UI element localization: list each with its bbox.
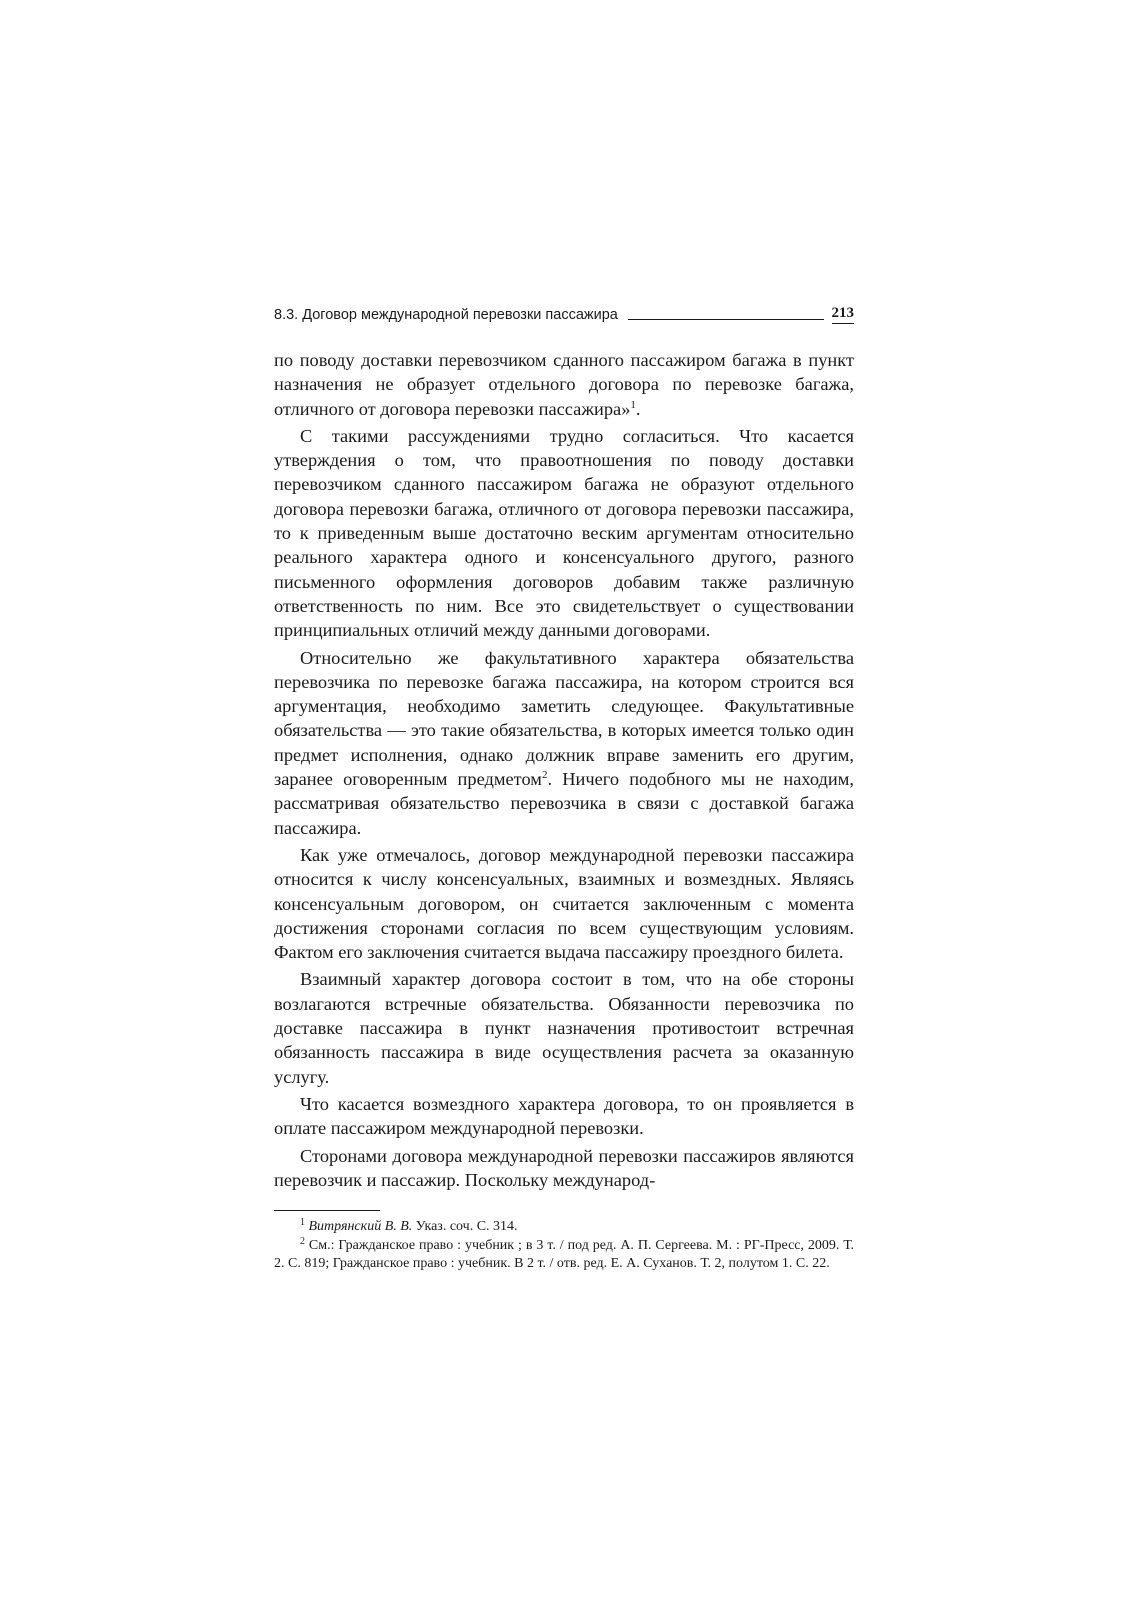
body-text (274, 348, 854, 1192)
paragraph (274, 646, 854, 840)
footnotes (274, 1218, 854, 1274)
footnote-mark: 2 (300, 1235, 305, 1247)
paragraph-text: Относительно же факультативного характера обязательства перевозчика по перевозке багажа пассажира, на котором строится вся аргументация, необходимо заметить следующее. Факультативные обязательства — это такие обязательства, в которых имеется только один предмет исполнения, однако должник вправе заменить его другим, заранее оговоренным предметом (274, 647, 854, 790)
footnote-text: См.: Гражданское право : учебник ; в 3 т. / под ред. А. П. Сергеева. М. : РГ-Пресс, 2009. Т. 2. С. 819; Гражданское право : учебник. В 2 т. / отв. ред. Е. А. Суханов. Т. 2, полутом 1. С. 22. (274, 1237, 854, 1272)
paragraph-text: по поводу доставки перевозчиком сданного пассажиром багажа в пункт назначения не образует отдельного договора по перевозке багажа, отличного от договора перевозки пассажира» (274, 350, 854, 419)
paragraph: Сторонами договора международной перевозки пассажиров являются перевозчик и пассажир. Поскольку международ- (274, 1145, 854, 1190)
footnote-ref: 2 (541, 769, 548, 782)
footnote-ref: 1 (630, 398, 636, 411)
footnote-text: Указ. соч. С. 314. (412, 1219, 518, 1235)
paragraph-end: . (547, 769, 553, 790)
footnote-author: Витрянский В. В. (308, 1219, 413, 1235)
footnote (274, 1218, 854, 1237)
book-page (274, 300, 854, 1274)
header-rule (628, 319, 824, 320)
section-title: 8.3. Договор международной перевозки пассажира (274, 307, 618, 323)
paragraph: Взаимный характер договора состоит в том, что на обе стороны возлагаются встречные обязательства. Обязанности перевозчика по доставке пассажира в пункт назначения противостоит встречная обязанность пассажира в виде осуществления расчета за оказанную услугу. (274, 969, 854, 1087)
footnote (274, 1237, 854, 1274)
paragraph-text: Ничего подобного мы не находим, рассматривая обязательство перевозчика в связи с доставкой багажа пассажира. (274, 769, 854, 838)
paragraph: С такими рассуждениями трудно согласиться. Что касается утверждения о том, что правоотношения по поводу доставки перевозчиком сданного пассажиром багажа не образуют отдельного договора перевозки багажа, отличного от договора перевозки пассажира, то к приведенным выше достаточно веским аргументам относительно реального характера одного и консенсуального другого, разного письменного оформления договоров добавим также различную ответственность по ним. Все это свидетельствует о существовании принципиальных отличий между данными договорами. (274, 425, 854, 641)
footnote-mark: 1 (300, 1217, 305, 1229)
paragraph: Что касается возмездного характера договора, то он проявляется в оплате пассажиром международной перевозки. (274, 1093, 854, 1139)
footnote-divider (274, 1210, 380, 1211)
page-number: 213 (832, 304, 855, 324)
paragraph: Как уже отмечалось, договор международной перевозки пассажира относится к числу консенсуальных, взаимных и возмездных. Являясь консенсуальным договором, он считается заключенным с момента достижения сторонами согласия по всем существующим условиям. Фактом его заключения считается выдача пассажиру проездного билета. (274, 844, 854, 963)
paragraph-end: . (635, 398, 641, 419)
paragraph (274, 348, 854, 421)
running-header (274, 300, 854, 324)
